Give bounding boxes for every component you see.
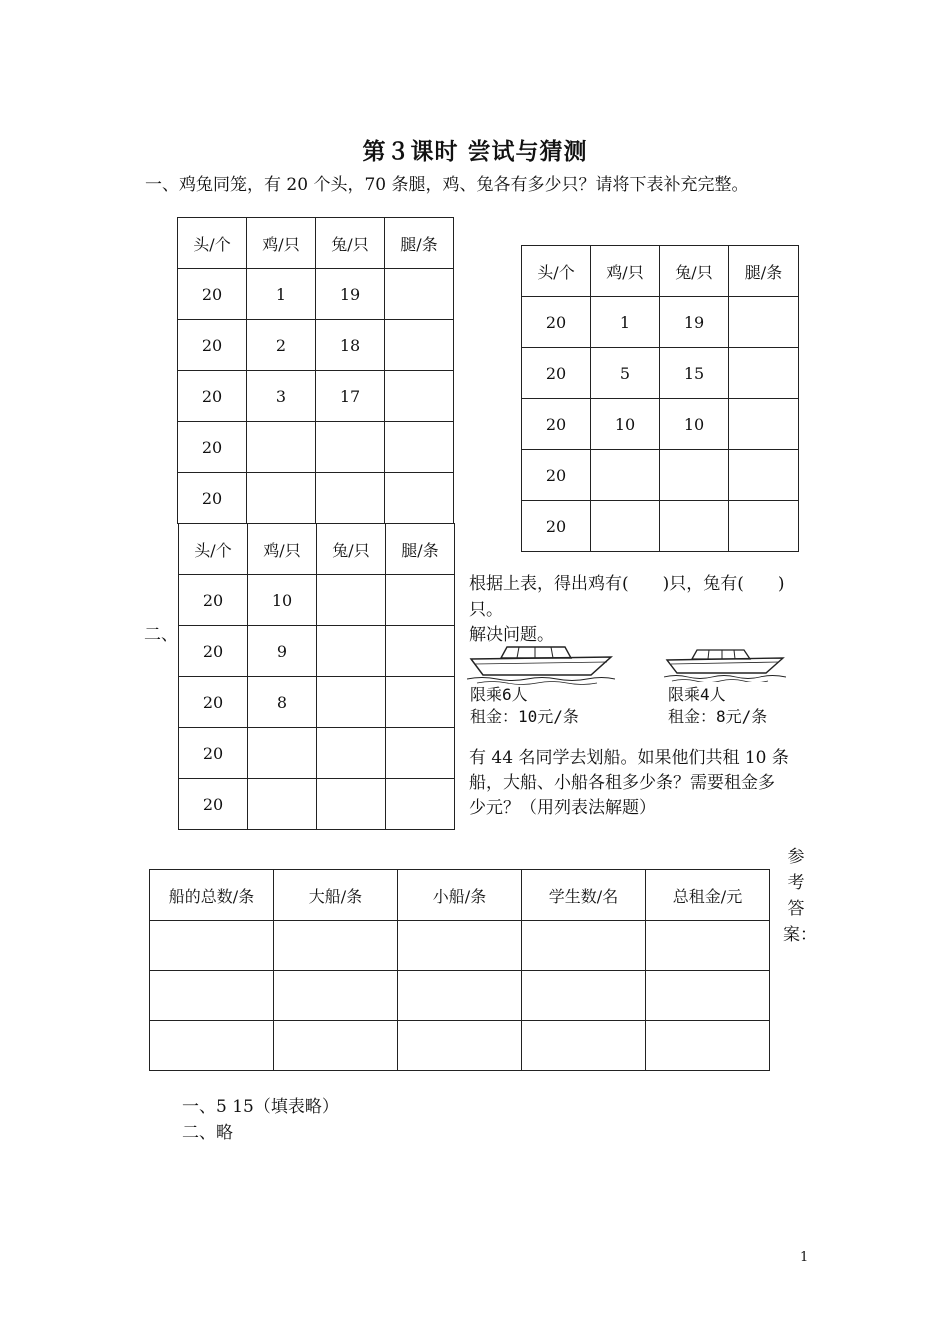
question-2-label: 二、 <box>144 625 178 645</box>
table-cell: 20 <box>179 779 248 830</box>
page-title: 第３课时 尝试与猜测 <box>362 139 588 165</box>
table-row <box>150 921 770 971</box>
table-cell: 20 <box>522 297 591 348</box>
table-cell <box>591 450 660 501</box>
boat-table <box>149 869 770 1071</box>
table-cell <box>646 1021 770 1071</box>
table-row <box>150 1021 770 1071</box>
small-boat-capacity: 限乘4人 <box>668 685 726 704</box>
table-b <box>521 245 799 552</box>
table-cell <box>274 921 398 971</box>
table-cell: 20 <box>522 399 591 450</box>
small-boat-rent: 租金：8元/条 <box>668 707 768 726</box>
table-cell: 20 <box>178 371 247 422</box>
page-number: 1 <box>800 1250 809 1265</box>
table-cell <box>150 921 274 971</box>
table-c-header-row <box>179 524 455 575</box>
table-cell: 20 <box>522 348 591 399</box>
boat-table-header: 学生数/名 <box>522 870 646 921</box>
table-cell: 3 <box>247 371 316 422</box>
question-2-intro: 解决问题。 <box>469 625 554 645</box>
table-cell: 10 <box>660 399 729 450</box>
table-cell: 1 <box>247 269 316 320</box>
table-row <box>178 371 454 422</box>
table-cell <box>316 473 385 524</box>
answer-label-char: 案： <box>783 925 817 945</box>
table-b-header: 兔/只 <box>660 246 729 297</box>
table-cell <box>398 921 522 971</box>
table-b-header: 腿/条 <box>729 246 799 297</box>
table-cell <box>386 779 455 830</box>
table-cell: 10 <box>248 575 317 626</box>
table-row <box>150 971 770 1021</box>
table-cell: 15 <box>660 348 729 399</box>
table-cell <box>646 971 770 1021</box>
table-cell <box>646 921 770 971</box>
table-cell: 20 <box>178 320 247 371</box>
table-a <box>177 217 454 524</box>
problem-line-1: 有 44 名同学去划船。如果他们共租 10 条 <box>469 748 789 768</box>
answer-label-char: 参 <box>787 847 805 867</box>
table-cell <box>150 971 274 1021</box>
table-cell <box>522 1021 646 1071</box>
table-row <box>522 450 799 501</box>
table-cell: 2 <box>247 320 316 371</box>
table-cell <box>274 1021 398 1071</box>
table-cell: 20 <box>179 728 248 779</box>
big-boat-rent: 租金：10元/条 <box>470 707 579 726</box>
table-cell <box>317 728 386 779</box>
table-cell: 20 <box>179 575 248 626</box>
boat-icon <box>664 648 786 682</box>
boat-table-header-row <box>150 870 770 921</box>
table-cell <box>398 971 522 1021</box>
table-cell: 20 <box>178 422 247 473</box>
table-cell <box>317 677 386 728</box>
table-cell <box>385 473 454 524</box>
table-cell: 18 <box>316 320 385 371</box>
table-row <box>179 779 455 830</box>
table-row <box>522 501 799 552</box>
boat-table-header: 总租金/元 <box>646 870 770 921</box>
table-cell <box>660 450 729 501</box>
table-row <box>178 269 454 320</box>
table-cell <box>522 921 646 971</box>
table-cell: 9 <box>248 626 317 677</box>
small-boat <box>664 648 786 682</box>
table-row <box>178 422 454 473</box>
table-cell <box>729 297 799 348</box>
table-cell: 17 <box>316 371 385 422</box>
table-cell <box>729 450 799 501</box>
table-cell <box>386 575 455 626</box>
table-cell <box>591 501 660 552</box>
table-cell <box>660 501 729 552</box>
table-cell: 20 <box>522 450 591 501</box>
table-cell <box>248 728 317 779</box>
table-cell <box>385 269 454 320</box>
table-c <box>178 523 455 830</box>
table-cell: 20 <box>522 501 591 552</box>
question-1-text: 一、鸡兔同笼，有 20 个头，70 条腿，鸡、兔各有多少只？请将下表补充完整。 <box>145 175 749 195</box>
answer-label <box>783 844 817 948</box>
table-b-header-row <box>522 246 799 297</box>
answer-line-2: 二、略 <box>182 1123 233 1143</box>
table-cell <box>729 348 799 399</box>
table-row <box>179 728 455 779</box>
table-row <box>522 348 799 399</box>
table-a-header: 头/个 <box>178 218 247 269</box>
table-cell <box>386 626 455 677</box>
table-c-header: 鸡/只 <box>248 524 317 575</box>
table-cell <box>247 422 316 473</box>
table-row <box>179 626 455 677</box>
table-cell <box>316 422 385 473</box>
table-cell <box>317 626 386 677</box>
table-row <box>179 575 455 626</box>
table-cell <box>248 779 317 830</box>
table-cell <box>398 1021 522 1071</box>
table-row <box>178 320 454 371</box>
table-b-header: 头/个 <box>522 246 591 297</box>
table-cell <box>150 1021 274 1071</box>
table-cell: 20 <box>179 626 248 677</box>
table-a-header: 腿/条 <box>385 218 454 269</box>
table-a-header-row <box>178 218 454 269</box>
table-cell: 20 <box>179 677 248 728</box>
table-row <box>522 297 799 348</box>
problem-line-3: 少元？（用列表法解题） <box>469 798 656 818</box>
big-boat-capacity: 限乘6人 <box>470 685 528 704</box>
problem-line-2: 船，大船、小船各租多少条？需要租金多 <box>469 773 775 793</box>
table-cell: 8 <box>248 677 317 728</box>
table-b-header: 鸡/只 <box>591 246 660 297</box>
conclusion-line-1: 根据上表，得出鸡有( )只，兔有( ) <box>469 574 785 594</box>
boat-table-header: 大船/条 <box>274 870 398 921</box>
table-cell: 19 <box>660 297 729 348</box>
table-row <box>178 473 454 524</box>
table-row <box>522 399 799 450</box>
table-cell <box>386 728 455 779</box>
table-cell <box>317 575 386 626</box>
table-a-header: 鸡/只 <box>247 218 316 269</box>
table-row <box>179 677 455 728</box>
big-boat <box>467 645 615 685</box>
boat-table-header: 船的总数/条 <box>150 870 274 921</box>
table-cell: 1 <box>591 297 660 348</box>
table-cell: 5 <box>591 348 660 399</box>
boat-icon <box>467 645 615 685</box>
table-cell <box>386 677 455 728</box>
table-cell <box>729 399 799 450</box>
table-cell <box>317 779 386 830</box>
table-cell: 20 <box>178 473 247 524</box>
table-c-header: 头/个 <box>179 524 248 575</box>
table-cell <box>385 371 454 422</box>
table-cell: 19 <box>316 269 385 320</box>
boat-table-header: 小船/条 <box>398 870 522 921</box>
table-a-header: 兔/只 <box>316 218 385 269</box>
table-cell <box>385 320 454 371</box>
table-c-header: 腿/条 <box>386 524 455 575</box>
table-c-header: 兔/只 <box>317 524 386 575</box>
table-cell <box>729 501 799 552</box>
answer-line-1: 一、5 15（填表略） <box>182 1097 339 1117</box>
table-cell <box>274 971 398 1021</box>
table-cell: 20 <box>178 269 247 320</box>
table-cell <box>385 422 454 473</box>
table-cell: 10 <box>591 399 660 450</box>
table-cell <box>247 473 316 524</box>
conclusion-line-2: 只。 <box>469 600 503 620</box>
table-cell <box>522 971 646 1021</box>
answer-label-char: 答 <box>787 899 805 919</box>
answer-label-char: 考 <box>787 873 805 893</box>
